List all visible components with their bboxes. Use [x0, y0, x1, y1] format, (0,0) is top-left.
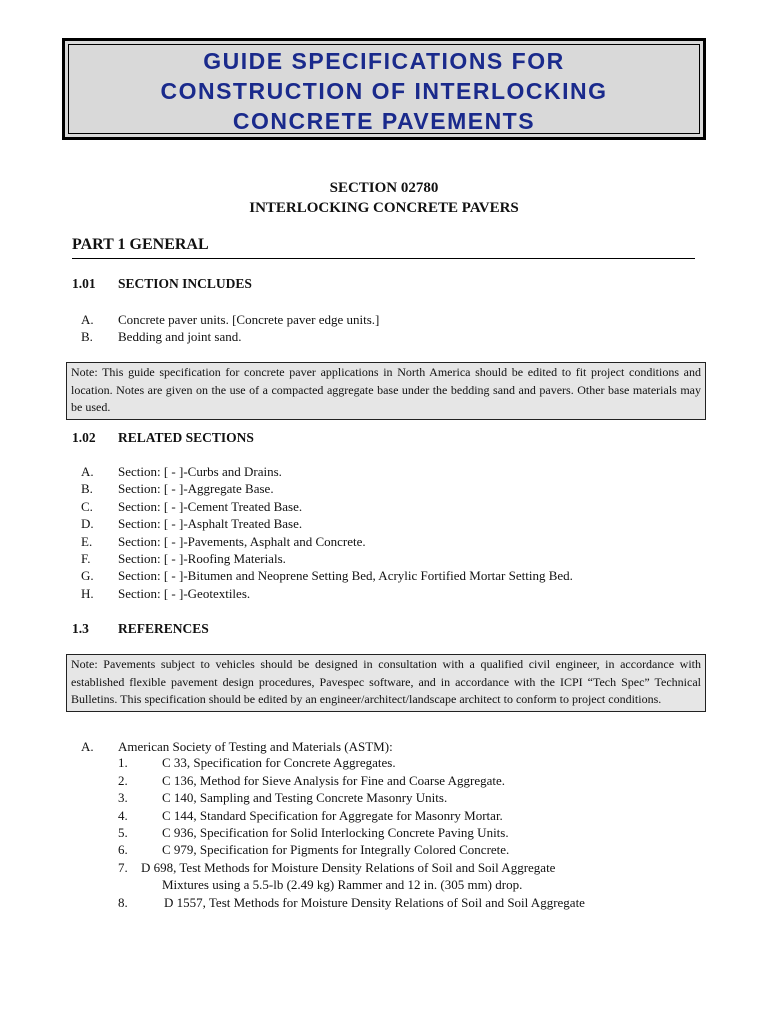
list-item: Section: [ - ]-Roofing Materials.: [118, 551, 286, 566]
heading-1-02: [72, 430, 254, 446]
list-item-label: D.: [81, 516, 94, 531]
heading-title: RELATED SECTIONS: [118, 430, 254, 445]
heading-title: REFERENCES: [118, 621, 209, 636]
list-item-label: B.: [81, 329, 93, 344]
title-line-3: CONCRETE PAVEMENTS: [232, 108, 536, 134]
heading-number: 1.01: [72, 276, 96, 291]
list-item: Section: [ - ]-Asphalt Treated Base.: [118, 516, 303, 531]
ref-item: C 979, Specification for Pigments for Integrally Colored Concrete.: [162, 842, 510, 857]
heading-1-3: [72, 621, 209, 637]
list-item-label: B.: [81, 481, 93, 496]
list-item-label: H.: [81, 586, 94, 601]
ref-item: C 144, Standard Specification for Aggregate for Masonry Mortar.: [162, 808, 503, 823]
ref-item: C 936, Specification for Solid Interlocking Concrete Paving Units.: [162, 825, 509, 840]
list-item-label: A.: [81, 464, 94, 479]
note-box-2: Note: Pavements subject to vehicles should be designed in consultation with a qualified civil engineer, in accordance with established flexible pavement design procedures, Pavespec software, and in accordance with the ICPI “Tech Spec” Technical Bulletins. This specification should be edited by an engineer/architect/landscape architect to conform to project conditions.: [66, 654, 706, 712]
list-item: Section: [ - ]-Curbs and Drains.: [118, 464, 282, 479]
ref-item: C 140, Sampling and Testing Concrete Masonry Units.: [162, 790, 448, 805]
heading-1-01: [72, 276, 252, 292]
list-item-label: C.: [81, 499, 93, 514]
ref-label: 1.: [118, 755, 128, 770]
heading-title: SECTION INCLUDES: [118, 276, 252, 291]
title-line-2: CONSTRUCTION OF INTERLOCKING: [160, 78, 608, 104]
list-item-label: G.: [81, 568, 94, 583]
list-item: Section: [ - ]-Bitumen and Neoprene Setting Bed, Acrylic Fortified Mortar Setting Bed.: [118, 568, 573, 583]
heading-number: 1.02: [72, 430, 96, 445]
ref-item: C 33, Specification for Concrete Aggregates.: [162, 755, 396, 770]
list-item: American Society of Testing and Materials (ASTM):: [118, 739, 393, 754]
list-item: Bedding and joint sand.: [118, 329, 242, 344]
ref-item: C 136, Method for Sieve Analysis for Fine and Coarse Aggregate.: [162, 773, 505, 788]
list-item-label: A.: [81, 739, 94, 754]
list-item-label: E.: [81, 534, 93, 549]
ref-label: 5.: [118, 825, 128, 840]
list-item-label: A.: [81, 312, 94, 327]
section-name: INTERLOCKING CONCRETE PAVERS: [249, 200, 519, 216]
part-heading: PART 1 GENERAL: [72, 236, 209, 253]
ref-item: D 1557, Test Methods for Moisture Density Relations of Soil and Soil Aggregate: [164, 895, 585, 910]
ref-item: D 698, Test Methods for Moisture Density Relations of Soil and Soil Aggregate: [141, 860, 556, 875]
list-item: Section: [ - ]-Cement Treated Base.: [118, 499, 303, 514]
ref-label: 3.: [118, 790, 128, 805]
ref-item-continuation: Mixtures using a 5.5-lb (2.49 kg) Rammer and 12 in. (305 mm) drop.: [162, 877, 523, 892]
ref-label: 4.: [118, 808, 128, 823]
ref-label: 7.: [118, 860, 128, 875]
ref-label: 6.: [118, 842, 128, 857]
section-number: SECTION 02780: [329, 180, 439, 196]
list-item: Section: [ - ]-Pavements, Asphalt and Concrete.: [118, 534, 366, 549]
note-box-1: Note: This guide specification for concrete paver applications in North America should be edited to fit project conditions and location. Notes are given on the use of a compacted aggregate base under the bedding sand and pavers. Other base materials may be used.: [66, 362, 706, 420]
ref-label: 2.: [118, 773, 128, 788]
list-item: Section: [ - ]-Geotextiles.: [118, 586, 251, 601]
list-item: Section: [ - ]-Aggregate Base.: [118, 481, 274, 496]
list-item-label: F.: [81, 551, 91, 566]
title-line-1: GUIDE SPECIFICATIONS FOR: [203, 48, 565, 74]
part-divider: [72, 258, 695, 259]
list-item: Concrete paver units. [Concrete paver edge units.]: [118, 312, 380, 327]
heading-number: 1.3: [72, 621, 89, 636]
ref-label: 8.: [118, 895, 128, 910]
document-title-box: [62, 38, 706, 140]
